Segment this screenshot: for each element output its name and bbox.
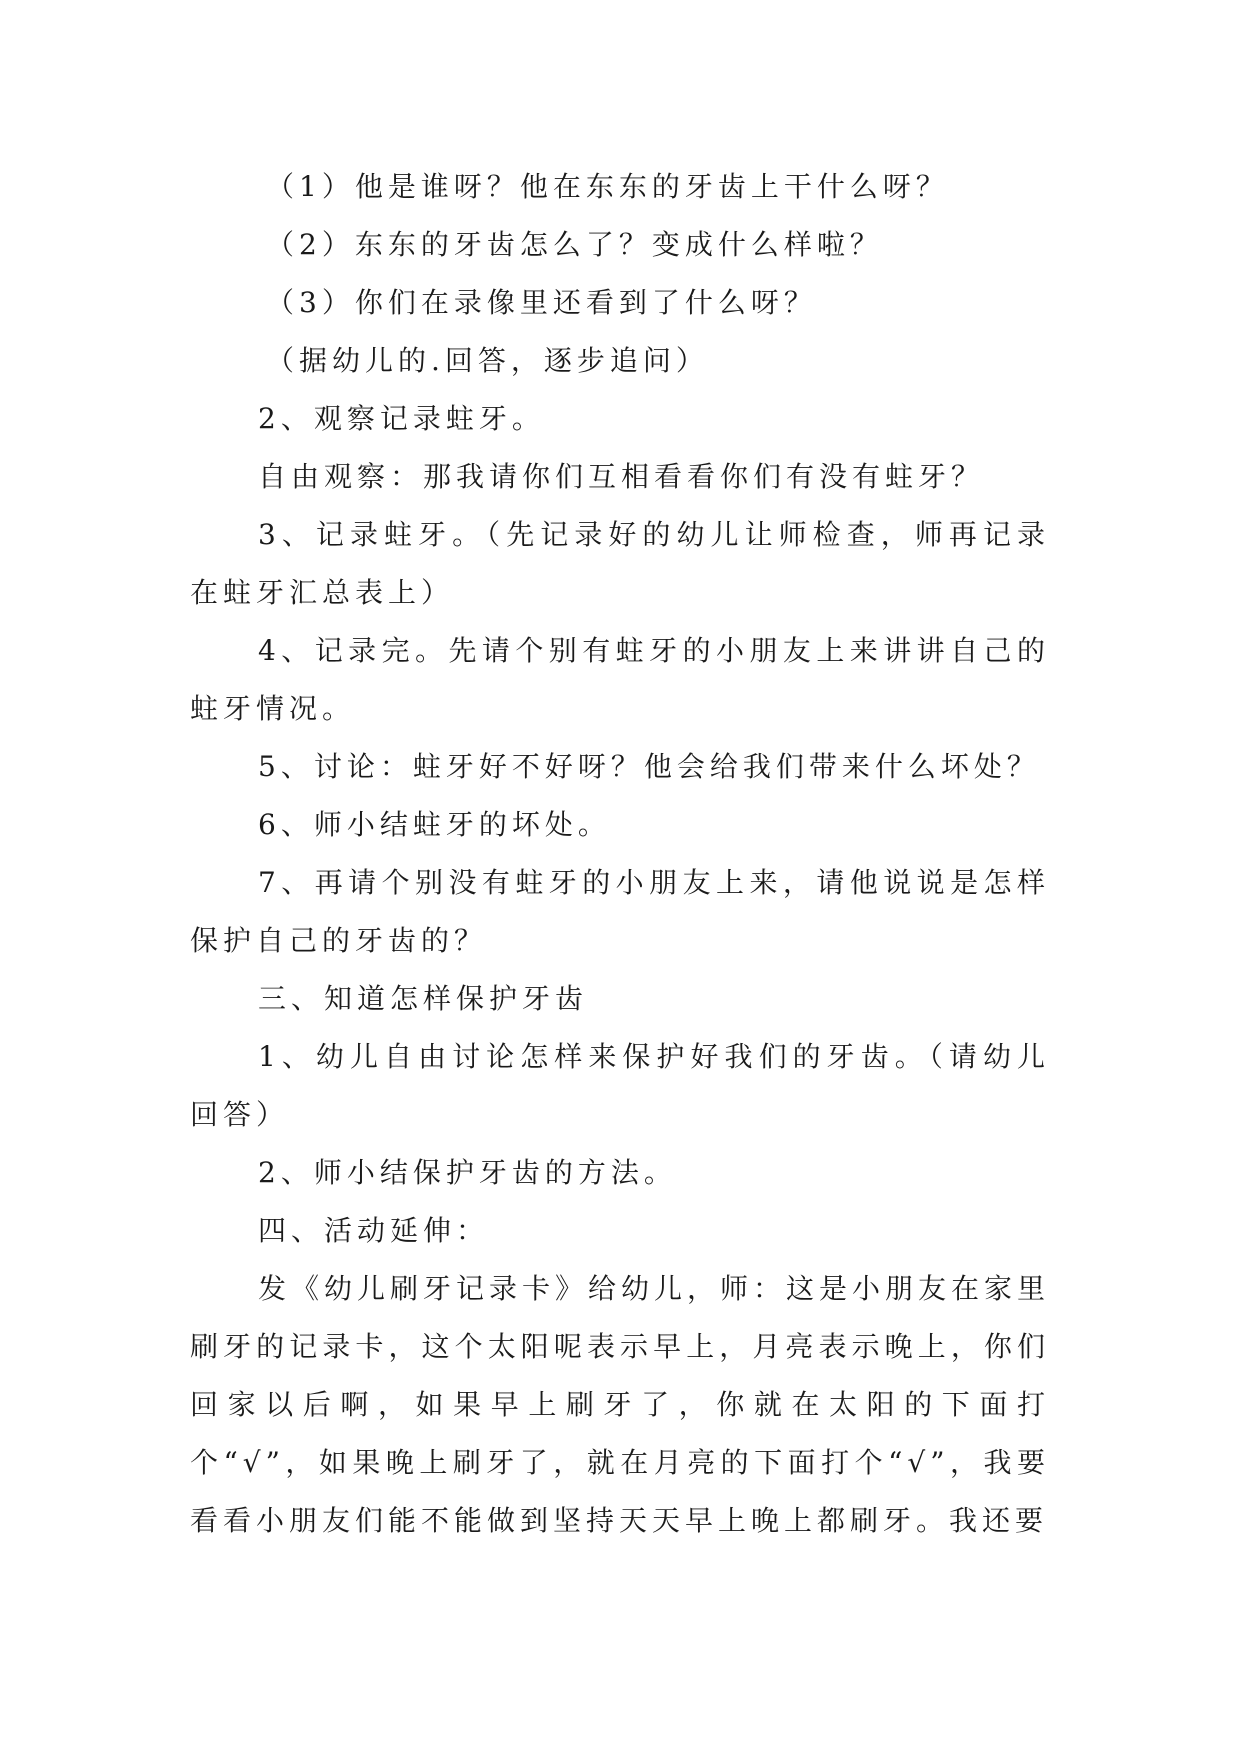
- section-heading: 四、活动延伸：: [258, 1214, 490, 1247]
- section-heading: 三、知道怎样保护牙齿: [258, 982, 589, 1015]
- paragraph: 2、观察记录蛀牙。: [258, 402, 545, 435]
- paragraph: （1）他是谁呀？他在东东的牙齿上干什么呀？: [266, 170, 949, 203]
- paragraph: 自由观察：那我请你们互相看看你们有没有蛀牙？: [258, 460, 985, 493]
- body-text: [190, 158, 1050, 1550]
- paragraph: （3）你们在录像里还看到了什么呀？: [266, 286, 817, 319]
- paragraph: 7、再请个别没有蛀牙的小朋友上来，请他说说是怎样保护自己的牙齿的？: [190, 866, 1050, 957]
- paragraph: 5、讨论：蛀牙好不好呀？他会给我们带来什么坏处？: [258, 750, 1040, 783]
- paragraph: 4、记录完。先请个别有蛀牙的小朋友上来讲讲自己的蛀牙情况。: [190, 634, 1050, 725]
- paragraph: 2、师小结保护牙齿的方法。: [258, 1156, 677, 1189]
- paragraph: 1、幼儿自由讨论怎样来保护好我们的牙齿。（请幼儿回答）: [190, 1040, 1050, 1131]
- paragraph: 发《幼儿刷牙记录卡》给幼儿，师：这是小朋友在家里刷牙的记录卡，这个太阳呢表示早上，月亮表示晚上，你们回家以后啊，如果早上刷牙了，你就在太阳的下面打个“√”，如果晚上刷牙了，就在月亮的下面打个“√”，我要看看小朋友们能不能做到坚持天天早上晚上都刷牙。我还要: [190, 1272, 1051, 1537]
- paragraph: 3、记录蛀牙。（先记录好的幼儿让师检查，师再记录在蛀牙汇总表上）: [190, 518, 1050, 609]
- paragraph: （据幼儿的.回答，逐步追问）: [266, 344, 709, 377]
- paragraph: 6、师小结蛀牙的坏处。: [258, 808, 611, 841]
- paragraph: （2）东东的牙齿怎么了？变成什么样啦？: [266, 228, 883, 261]
